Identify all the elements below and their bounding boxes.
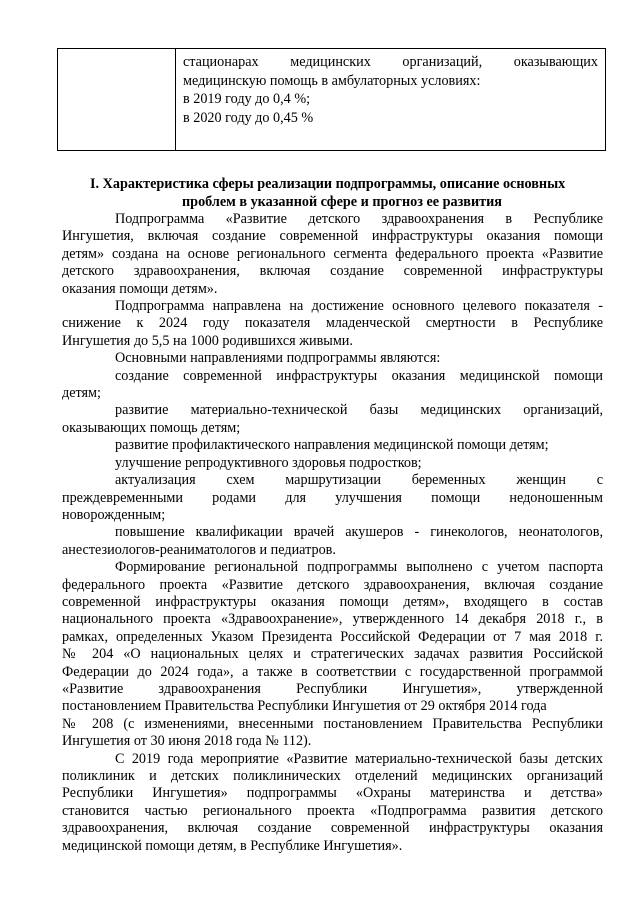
- table-left-cell: [58, 49, 176, 150]
- text-line: оказывающих помощь детям;: [62, 419, 241, 436]
- list-item: [62, 368, 603, 403]
- text-line: здравоохранения, включая создание современной инфраструктуры оказания: [62, 820, 603, 837]
- section-heading: [90, 175, 590, 211]
- table-line: в 2020 году до 0,45 %: [183, 109, 314, 126]
- text-line: становится частью регионального проекта «Подпрограмма развития детского: [62, 802, 603, 819]
- table-right-cell: [183, 53, 598, 127]
- text-line: анестезиологов-реаниматологов и педиатров.: [62, 541, 336, 558]
- text-line: оказания помощи детям».: [62, 280, 218, 297]
- text-line: Подпрограмма направлена на достижение основного целевого показателя -: [115, 298, 603, 315]
- text-line: С 2019 года мероприятие «Развитие материально-технической базы детских: [115, 750, 603, 767]
- text-line: создание современной инфраструктуры оказания медицинской помощи: [115, 367, 603, 384]
- paragraph: [62, 211, 603, 298]
- text-line: повышение квалификации врачей акушеров - гинекологов, неонатологов,: [115, 524, 603, 541]
- list-item: [62, 472, 603, 524]
- text-line: современной инфраструктуры оказания помощи детям», входящего в состав: [62, 593, 603, 610]
- table-fragment: [57, 48, 606, 151]
- list-item: [62, 455, 603, 472]
- table-line: медицинскую помощь в амбулаторных условиях:: [183, 72, 481, 89]
- text-line: детям;: [62, 385, 101, 402]
- body-text: [62, 211, 603, 855]
- text-line: снижение к 2024 году показателя младенческой смертности в Республике: [62, 315, 603, 332]
- text-line: «Развитие здравоохранения Республики Ингушетия», утвержденной: [62, 680, 603, 697]
- list-item: [62, 437, 603, 454]
- text-line: детского здравоохранения, включая создание современной инфраструктуры: [62, 263, 603, 280]
- text-line: развитие профилактического направления медицинской помощи детям;: [115, 437, 549, 454]
- text-line: преждевременными родами для улучшения помощи недоношенным: [62, 489, 603, 506]
- text-line: постановлением Правительства Республики Ингушетия от 29 октября 2014 года: [62, 698, 547, 715]
- text-line: рамках, определенных Указом Президента Российской Федерации от 7 мая 2018 г.: [62, 628, 603, 645]
- text-line: Федерации до 2024 года», а также в соответствии с государственной программой: [62, 663, 603, 680]
- paragraph: [62, 751, 603, 855]
- text-line: поликлиник и детских поликлинических отделений медицинских организаций: [62, 768, 603, 784]
- heading-line: проблем в указанной сфере и прогноз ее развития: [182, 194, 502, 210]
- table-line: в 2019 году до 0,4 %;: [183, 91, 311, 107]
- heading-line: I. Характеристика сферы реализации подпрограммы, описание основных: [90, 176, 566, 192]
- table-line: стационарах медицинских организаций, оказывающих: [183, 54, 598, 70]
- list-item: [62, 524, 603, 559]
- text-line: Ингушетия от 30 июня 2018 года № 112).: [62, 733, 312, 750]
- text-line: национального проекта «Здравоохранение», утвержденного 14 декабря 2018 г., в: [62, 611, 603, 628]
- text-line: № 208 (с изменениями, внесенными постановлением Правительства Республики: [62, 715, 603, 732]
- text-line: новорожденным;: [62, 506, 166, 523]
- text-line: развитие материально-технической базы медицинских организаций,: [115, 402, 603, 419]
- paragraph: [62, 559, 603, 750]
- text-line: улучшение репродуктивного здоровья подростков;: [115, 454, 422, 471]
- text-line: детям» создана на основе регионального сегмента федерального проекта «Развитие: [62, 245, 603, 262]
- text-line: Подпрограмма «Развитие детского здравоохранения в Республике: [115, 211, 603, 227]
- list-item: [62, 402, 603, 437]
- text-line: Формирование региональной подпрограммы выполнено с учетом паспорта: [115, 559, 603, 576]
- text-line: Республики Ингушетия» подпрограммы «Охраны материнства и детства»: [62, 785, 603, 802]
- text-line: Ингушетия до 5,5 на 1000 родившихся живыми.: [62, 332, 353, 349]
- text-line: медицинской помощи детям, в Республике Ингушетия».: [62, 837, 403, 854]
- text-line: актуализация схем маршрутизации беременных женщин с: [115, 472, 603, 489]
- paragraph: [62, 298, 603, 350]
- paragraph: [62, 350, 603, 367]
- text-line: № 204 «О национальных целях и стратегических задачах развития Российской: [62, 646, 603, 663]
- text-line: федерального проекта «Развитие детского здравоохранения, включая создание: [62, 576, 603, 593]
- text-line: Ингушетия, включая создание современной инфраструктуры оказания помощи: [62, 228, 603, 245]
- text-line: Основными направлениями подпрограммы являются:: [115, 350, 441, 367]
